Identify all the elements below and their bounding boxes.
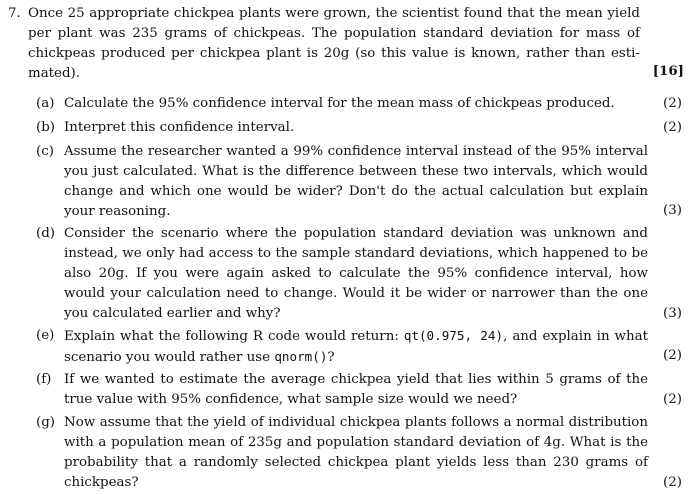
part-marks: (2)	[663, 96, 682, 111]
part-text: Assume the researcher wanted a 99% confidence interval instead of the 95% interval you just calculated. What is the difference between these two intervals, which would change and which one would be wider? Don't do the actual calculation but explain your reasoning.	[64, 144, 648, 219]
part-b	[36, 118, 682, 138]
part-marks: (2)	[663, 120, 682, 135]
part-marks: (2)	[663, 475, 682, 490]
part-label: (g)	[36, 415, 56, 430]
part-text: Now assume that the yield of individual chickpea plants follows a normal distribution with a population mean of 235g and population standard deviation of 4g. What is the probability that a randomly selected chickpea plant yields less than 230 grams of chickpeas?	[64, 415, 648, 490]
part-label: (f)	[36, 372, 52, 387]
question-number: 7.	[8, 6, 21, 21]
part-label: (a)	[36, 96, 55, 111]
part-text: Interpret this confidence interval.	[64, 120, 295, 135]
part-f	[36, 370, 682, 410]
part-label: (e)	[36, 328, 55, 343]
part-label: (d)	[36, 226, 56, 241]
part-text-after: ?	[327, 350, 335, 365]
part-e	[36, 326, 682, 366]
part-text-middle: , and explain in what scenario you would rather use	[64, 329, 648, 365]
r-code-qt: qt(0.975, 24)	[403, 328, 504, 343]
part-a	[36, 94, 682, 114]
part-text	[64, 326, 648, 368]
part-c	[36, 142, 682, 222]
part-label: (c)	[36, 144, 54, 159]
r-code-qnorm: qnorm()	[274, 349, 328, 364]
part-d	[36, 224, 682, 324]
part-marks: (3)	[663, 306, 682, 321]
question-total-marks: [16]	[652, 63, 684, 79]
question-stem: Once 25 appropriate chickpea plants were grown, the scientist found that the mean yield per plant was 235 grams of chickpeas. The population standard deviation for mass of chickpeas produced per chickpea plant is 20g (so this value is known, rather than esti-mated).	[28, 6, 640, 81]
part-g	[36, 413, 682, 493]
part-label: (b)	[36, 120, 56, 135]
part-marks: (2)	[663, 348, 682, 363]
part-text: If we wanted to estimate the average chickpea yield that lies within 5 grams of the true value with 95% confidence, what sample size would we need?	[64, 372, 648, 407]
part-text: Calculate the 95% confidence interval for the mean mass of chickpeas produced.	[64, 96, 615, 111]
part-text: Consider the scenario where the population standard deviation was unknown and instead, we only had access to the sample standard deviations, which happened to be also 20g. If you were again asked to calculate the 95% confidence interval, how would your calculation need to change. Would it be wider or narrower than the one you calculated earlier and why?	[64, 226, 648, 321]
part-marks: (3)	[663, 203, 682, 218]
part-text-before: Explain what the following R code would return:	[64, 329, 404, 344]
part-marks: (2)	[663, 392, 682, 407]
